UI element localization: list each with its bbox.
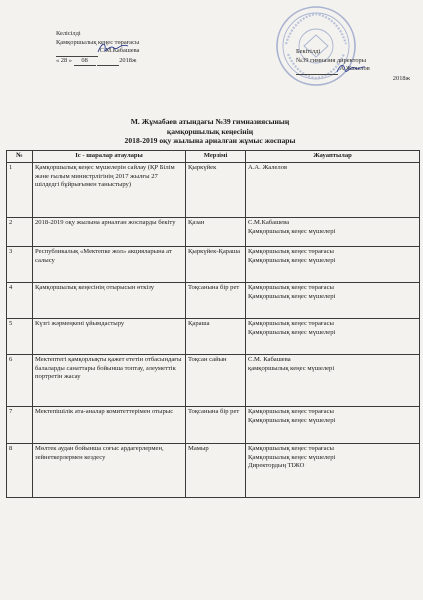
table-row: [7, 163, 420, 218]
responsible-entry: Директордың ТІЖО: [248, 462, 305, 470]
row-number: 1: [7, 163, 33, 218]
table-header-row: [7, 151, 420, 163]
approval-left-date-day: « 28 »: [56, 56, 72, 64]
signature-line: [56, 47, 98, 57]
handwritten-signature-right: [336, 62, 366, 76]
row-term: Қыркүйек: [186, 163, 246, 218]
handwritten-signature-left: [96, 40, 130, 56]
row-activity: 2018-2019 оқу жылына арналған жоспарды бекіту: [33, 218, 186, 247]
row-number: 4: [7, 283, 33, 319]
row-number: 3: [7, 247, 33, 283]
row-number: 8: [7, 444, 33, 498]
row-term: Қыркүйек-Қараша: [186, 247, 246, 283]
responsible-entry: Қамқоршылық кеңес мүшелері: [248, 416, 336, 424]
row-term: Мамыр: [186, 444, 246, 498]
row-responsible: [246, 283, 420, 319]
row-activity: Қамқоршылық кеңес мүшелерін сайлау (ҚР Білім және ғылым министрлігінің 2017 жылғы 27 шілдедгі бұйрығымен таныстыру): [33, 163, 186, 218]
row-responsible: [246, 355, 420, 407]
row-activity: Қамқоршылық кеңесінің отырысын өткізу: [33, 283, 186, 319]
row-term: Тоқсан сайын: [186, 355, 246, 407]
row-responsible: [246, 319, 420, 355]
table-row: [7, 218, 420, 247]
table-body: [7, 163, 420, 498]
approval-right-date-year: 2018ж: [392, 74, 410, 82]
title-line-2: қамқоршылық кеңесінің: [166, 126, 254, 136]
row-term: Тоқсанына бір рет: [186, 283, 246, 319]
row-number: 7: [7, 407, 33, 444]
header-term: Мерзімі: [186, 151, 246, 163]
row-activity: Күзгі жәрмеңкені ұйымдастыру: [33, 319, 186, 355]
row-responsible: [246, 444, 420, 498]
table-row: [7, 407, 420, 444]
table-row: [7, 247, 420, 283]
approval-right-position: №39 гимназия директоры: [296, 56, 367, 64]
row-term: Қазан: [186, 218, 246, 247]
table-row: [7, 444, 420, 498]
title-line-3: 2018-2019 оқу жылына арналған жұмыс жоспары: [124, 136, 296, 146]
responsible-entry: Қамқоршылық кеңес төрағасы: [248, 320, 334, 327]
approval-left-signature-row: [56, 47, 206, 57]
responsible-entry: Қамқоршылық кеңес мүшелері: [248, 292, 336, 300]
row-number: 5: [7, 319, 33, 355]
responsible-entry: Қамқоршылық кеңес төрағасы: [248, 248, 334, 255]
signature-line: [296, 65, 338, 75]
approval-left-name: С.М.Кабашева: [99, 47, 140, 55]
approval-right-date-row: [296, 75, 418, 84]
responsible-entry: Қамқоршылық кеңес мүшелері: [248, 227, 336, 235]
title-line-1: М. Жұмабаев атындағы №39 гимназиясының: [130, 117, 290, 126]
row-term: Тоқсанына бір рет: [186, 407, 246, 444]
approval-left-date-month: 08: [74, 57, 96, 67]
row-number: 6: [7, 355, 33, 407]
responsible-entry: қамқоршылық кеңес мүшелері: [248, 364, 335, 372]
approval-block-left: [56, 30, 206, 66]
table-row: [7, 283, 420, 319]
document-title: [60, 117, 360, 146]
approval-right-approved: Бекітілді: [296, 48, 321, 55]
responsible-entry: Қамқоршылық кеңес мүшелері: [248, 328, 336, 336]
work-plan-table: [6, 150, 420, 498]
row-responsible: [246, 247, 420, 283]
row-responsible: [246, 407, 420, 444]
responsible-entry: Қамқоршылық кеңес төрағасы: [248, 445, 334, 452]
row-term: Қараша: [186, 319, 246, 355]
row-activity: Мектепішілік ата-аналар комитеттерімен отырыс: [33, 407, 186, 444]
header-activity: Іс - шаралар атаулары: [33, 151, 186, 163]
row-responsible: [246, 163, 420, 218]
approval-right-name: А.Жалелов: [339, 65, 370, 73]
responsible-entry: С.М.Кабашева: [248, 219, 290, 226]
table-row: [7, 319, 420, 355]
responsible-entry: Қамқоршылық кеңес мүшелері: [248, 453, 336, 461]
responsible-entry: А.А. Жалелов: [248, 164, 288, 171]
responsible-entry: Қамқоршылық кеңес мүшелері: [248, 256, 336, 264]
approval-left-position: Қамқоршылық кеңес төрағасы: [56, 38, 140, 46]
date-line: [97, 57, 119, 67]
responsible-entry: С.М. Кабашева: [248, 356, 291, 363]
table-row: [7, 355, 420, 407]
row-responsible: [246, 218, 420, 247]
approval-left-agreed: Келісілді: [56, 30, 81, 37]
approval-left-date-row: [56, 57, 206, 67]
approval-left-date-year: 2018ж: [119, 56, 137, 64]
row-activity: Мөлтек аудан бойынша соғыс ардагерлермен, зейнеткерлермен кездесу: [33, 444, 186, 498]
row-number: 2: [7, 218, 33, 247]
responsible-entry: Қамқоршылық кеңес төрағасы: [248, 408, 334, 415]
row-activity: Республикалық «Мектепке жол» акцияларына ат салысу: [33, 247, 186, 283]
responsible-entry: Қамқоршылық кеңес төрағасы: [248, 284, 334, 291]
header-number: №: [7, 151, 33, 163]
row-activity: Мектептегі қамқорлықты қажет ететін отбасындағы балаларды санаттары бойынша топтау, әлеуметтік портретін жасау: [33, 355, 186, 407]
header-responsible: Жауаптылар: [246, 151, 420, 163]
